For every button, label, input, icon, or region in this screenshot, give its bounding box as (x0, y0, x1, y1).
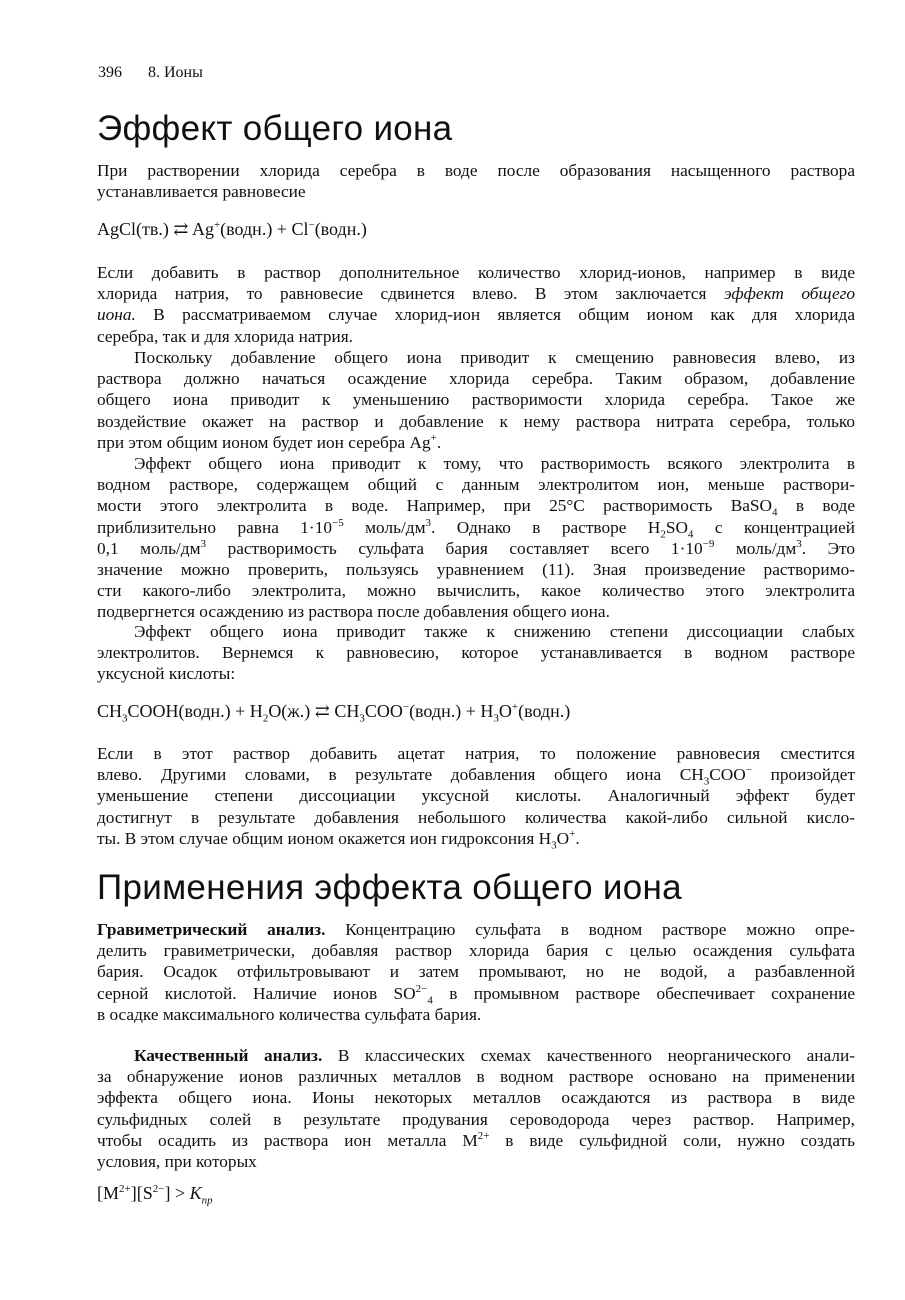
text-line: сти какого-либо электролита, можно вычислить, какое количество этого электролита (97, 581, 855, 601)
text-line: значение можно проверить, пользуясь уравнением (11). Зная произведение растворимо- (97, 560, 855, 580)
section-title-applications: Применения эффекта общего иона (97, 868, 682, 907)
paragraph-precipitation (97, 347, 855, 453)
text-line: при этом общим ионом будет ион серебра Ag+. (97, 432, 442, 452)
run-in-heading: Гравиметрический анализ. (97, 920, 326, 939)
text-line: При растворении хлорида серебра в воде после образования насыщенного раствора (97, 161, 855, 180)
text-line: делить гравиметрически, добавляя раствор хлорида бария с целью осаждения сульфата (97, 941, 855, 961)
text-line: влево. Другими словами, в результате добавления общего иона $CH_3COO^-$ произойдет (97, 764, 855, 788)
text-line: Гравиметрический анализ. Концентрацию сульфата в водном растворе можно опре- (97, 920, 855, 939)
text-line: уксусной кислоты: (97, 664, 236, 684)
paragraph-sodium-acetate (97, 743, 855, 852)
paragraph-solubility (97, 453, 855, 623)
text-line: Эффект общего иона приводит также к снижению степени диссоциации слабых (134, 622, 855, 641)
italic-term: иона. (97, 305, 136, 325)
equation-agcl: AgCl(тв.) ⇄ Ag+(водн.) + Cl−(водн.) (97, 219, 367, 239)
text-line: чтобы осадить из раствора ион металла $M^{2+}$ в виде сульфидной соли, нужно создать (97, 1130, 855, 1150)
text-line: водном растворе, содержащем общий с данным электролитом ион, меньше раствори- (97, 475, 855, 495)
page-header (98, 64, 203, 82)
text-line: мости этого электролита в воде. Например, при 25°С растворимость BaSO$_4$ в воде (97, 496, 855, 519)
text-line: раствора должно начаться осаждение хлорида серебра. Таким образом, добавление (97, 369, 855, 389)
text-line: Поскольку добавление общего иона приводит к смещению равновесия влево, из (134, 348, 855, 367)
text-line: устанавливается равновесие (97, 182, 306, 202)
paragraph-qualitative (97, 1045, 855, 1172)
paragraph-definition (97, 262, 855, 347)
italic-term: эффект общего (723, 284, 855, 304)
intro-paragraph (97, 160, 855, 202)
text-line: ты. В этом случае общим ионом окажется ион гидроксония $H_3O^+$. (97, 828, 580, 852)
text-line: общего иона приводит к уменьшению растворимости хлорида серебра. Такое же (97, 390, 855, 410)
text-line: Качественный анализ. В классических схемах качественного неорганического анали- (134, 1046, 855, 1065)
text-line: сульфидных солей в результате продувания сероводорода через раствор. Например, (97, 1109, 855, 1129)
text-line: Эффект общего иона приводит к тому, что растворимость всякого электролита в (134, 454, 855, 473)
paragraph-gravimetric (97, 919, 855, 1025)
text-line: в осадке максимального количества сульфата бария. (97, 1004, 482, 1024)
equation-solubility-product: $[M^{2+}][S^{2-}] > K_{пр}$ (97, 1183, 213, 1207)
text-line: эффекта общего иона. Ионы некоторых металлов осаждаются из раствора в виде (97, 1088, 855, 1108)
text-line: бария. Осадок отфильтровывают и затем промывают, но не водой, а разбавленной (97, 962, 855, 982)
text-line: приблизительно равна $1\cdot 10^{-5}$ моль/$дм^3$. Однако в растворе $H_2SO_4$ с концентрацией (97, 516, 855, 541)
text-line: достигнут в результате добавления небольшого количества какой-либо сильной кисло- (97, 807, 855, 827)
section-title-common-ion-effect: Эффект общего иона (97, 109, 453, 148)
text-line: серной кислотой. Наличие ионов $SO^{2-}_4$ в промывном растворе обеспечивает сохранение (97, 982, 855, 1007)
text-line: серебра, так и для хлорида натрия. (97, 326, 353, 346)
text-line: хлорида натрия, то равновесие сдвинется влево. В этом заключается эффект общего (97, 284, 855, 304)
text-line: Если в этот раствор добавить ацетат натрия, то положение равновесия сместится (97, 744, 855, 763)
text-line: условия, при которых (97, 1152, 257, 1172)
text-line: подвергнется осаждению из раствора после добавления общего иона. (97, 602, 610, 622)
text-line: электролитов. Вернемся к равновесию, которое устанавливается в водном растворе (97, 643, 855, 663)
run-in-heading: Качественный анализ. (134, 1046, 323, 1065)
text-line: 0,1 моль/$дм^3$ растворимость сульфата бария составляет всего $1\cdot 10^{-9}$ моль/$дм^3$. Это (97, 538, 855, 558)
page-number: 396 (98, 64, 122, 81)
text-line: воздействие окажет на раствор и добавление к нему раствора нитрата серебра, только (97, 411, 855, 431)
paragraph-dissociation (97, 621, 855, 685)
text-line: уменьшение степени диссоциации уксусной кислоты. Аналогичный эффект будет (97, 786, 855, 806)
equation-acetic-acid: $CH_3COOH(водн.) + H_2O(ж.)$ ⇄ $CH_3COO^-(водн.)$ + $H_3O^+(водн.)$ (97, 701, 571, 725)
text-line: иона. В рассматриваемом случае хлорид-ион является общим ионом как для хлорида (97, 305, 855, 325)
chapter-title: 8. Ионы (148, 64, 203, 81)
text-line: за обнаружение ионов различных металлов в водном растворе основано на применении (97, 1067, 855, 1087)
text-line: Если добавить в раствор дополнительное количество хлорид-ионов, например в виде (97, 263, 855, 282)
